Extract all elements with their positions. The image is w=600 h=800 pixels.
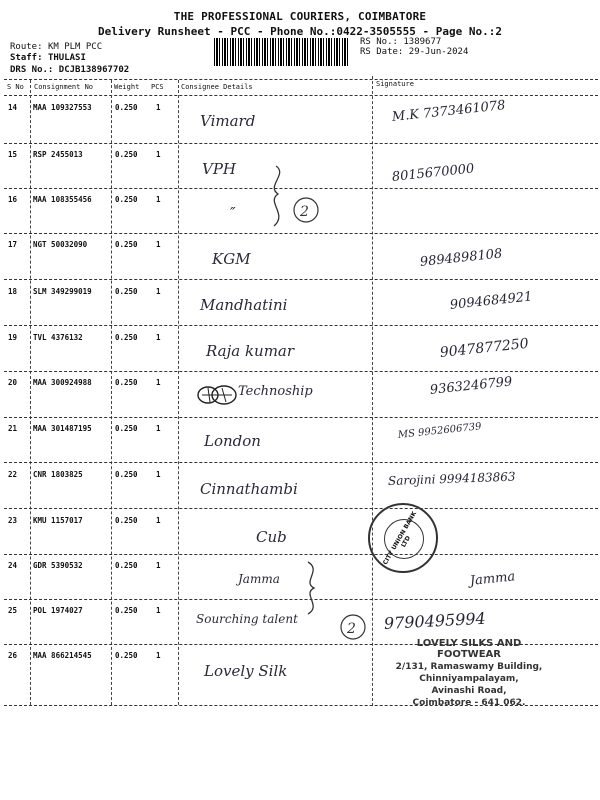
- row-consignee: VPH: [202, 160, 237, 178]
- row-consignee: Mandhatini: [200, 296, 288, 314]
- rs-no-value: 1389677: [403, 37, 442, 47]
- col-sno: S No: [7, 83, 24, 91]
- stamp-text: CITY UNION BANK LTD: [381, 510, 419, 567]
- row-pcs: 1: [156, 333, 161, 342]
- drs-label: DRS No.:: [10, 65, 54, 75]
- row-sno: 21: [8, 424, 18, 433]
- row-consignment: MAA 301487195: [33, 424, 92, 433]
- row-consignment: POL 1974027: [33, 606, 83, 615]
- staff-value: THULASI: [47, 53, 86, 63]
- svg-text:2: 2: [300, 204, 309, 220]
- row-rule: [4, 371, 598, 372]
- row-sno: 20: [8, 378, 18, 387]
- divider-sno: [30, 80, 31, 705]
- row-pcs: 1: [156, 150, 161, 159]
- row-weight: 0.250: [115, 150, 138, 159]
- barcode: [214, 38, 350, 66]
- row-consignee: Lovely Silk: [204, 662, 288, 680]
- row-pcs: 1: [156, 606, 161, 615]
- runsheet-title: THE PROFESSIONAL COURIERS, COIMBATORE: [173, 10, 427, 23]
- row-consignment: MAA 109327553: [33, 103, 92, 112]
- row-rule: [4, 462, 598, 463]
- row-weight: 0.250: [115, 378, 138, 387]
- row-consignment: KMU 1157017: [33, 516, 83, 525]
- row-consignee: Vimard: [200, 112, 256, 130]
- header-bottom-rule: [4, 95, 598, 96]
- row-consignment: CNR 1803825: [33, 470, 83, 479]
- runsheet-subtitle: Delivery Runsheet - PCC - Phone No.:0422-3505555 - Page No.:2: [98, 25, 502, 38]
- row-sno: 14: [8, 103, 18, 112]
- stamp-line-3: Chinniyampalayam,: [419, 674, 519, 684]
- row-sno: 24: [8, 561, 18, 570]
- row-pcs: 1: [156, 424, 161, 433]
- row-rule: [4, 508, 598, 509]
- row-consignee: Technoship: [238, 384, 313, 399]
- row-signature: 9894898108: [419, 246, 504, 270]
- svg-text:2: 2: [347, 621, 356, 637]
- col-consignment: Consignment No: [34, 83, 94, 91]
- row-pcs: 1: [156, 651, 161, 660]
- row-weight: 0.250: [115, 333, 138, 342]
- row-consignee: ″: [230, 204, 236, 222]
- route-value: KM PLM PCC: [47, 42, 103, 52]
- row-signature: 8015670000: [391, 161, 476, 185]
- row-pcs: 1: [156, 287, 161, 296]
- row-sno: 15: [8, 150, 18, 159]
- row-sno: 22: [8, 470, 18, 479]
- row-consignment: MAA 866214545: [33, 651, 92, 660]
- stamp-line-5: Coimbatore - 641 062.: [412, 698, 526, 708]
- brace-mark: [300, 558, 330, 618]
- rs-date-line: [360, 47, 468, 57]
- row-signature: MS 9952606739: [397, 421, 483, 441]
- bank-round-stamp: [368, 503, 438, 573]
- row-sno: 16: [8, 195, 18, 204]
- row-pcs: 1: [156, 195, 161, 204]
- row-rule: [4, 705, 598, 706]
- row-consignment: RSP 2455013: [33, 150, 83, 159]
- row-signature: Jamma: [469, 569, 516, 589]
- row-weight: 0.250: [115, 470, 138, 479]
- row-pcs: 1: [156, 103, 161, 112]
- circled-number-mark: [336, 612, 370, 642]
- row-signature: 9790495994: [383, 608, 487, 633]
- divider-consignment: [111, 80, 112, 705]
- row-consignee: London: [204, 432, 261, 450]
- rs-date-label: RS Date:: [360, 47, 404, 57]
- rs-no-line: [360, 37, 441, 47]
- stamp-line-2: 2/131, Ramaswamy Building,: [395, 662, 543, 672]
- row-signature: 9047877250: [439, 335, 530, 361]
- row-consignee: Jamma: [238, 572, 280, 586]
- brace-mark: [262, 160, 332, 230]
- row-weight: 0.250: [115, 287, 138, 296]
- company-logo-scribble: [196, 384, 240, 406]
- row-rule: [4, 279, 598, 280]
- row-consignment: MAA 108355456: [33, 195, 92, 204]
- drs-line: [10, 65, 129, 75]
- row-consignee: Sourching talent: [196, 612, 298, 626]
- stamp-line-4: Avinashi Road,: [431, 686, 507, 696]
- row-consignee: Raja kumar: [206, 342, 295, 360]
- row-sno: 23: [8, 516, 18, 525]
- row-pcs: 1: [156, 516, 161, 525]
- row-weight: 0.250: [115, 651, 138, 660]
- row-consignee: Cinnathambi: [200, 480, 298, 498]
- row-pcs: 1: [156, 378, 161, 387]
- row-sno: 25: [8, 606, 18, 615]
- row-rule: [4, 143, 598, 144]
- row-pcs: 1: [156, 470, 161, 479]
- staff-line: [10, 53, 86, 63]
- row-consignment: SLM 349299019: [33, 287, 92, 296]
- row-weight: 0.250: [115, 195, 138, 204]
- row-sno: 26: [8, 651, 18, 660]
- row-consignee: Cub: [256, 528, 287, 546]
- col-signature: Signature: [376, 80, 414, 88]
- row-weight: 0.250: [115, 561, 138, 570]
- row-rule: [4, 325, 598, 326]
- row-weight: 0.250: [115, 516, 138, 525]
- row-signature: Sarojini 9994183863: [387, 469, 516, 488]
- row-signature: 9363246799: [429, 374, 514, 398]
- row-signature: M.K 7373461078: [391, 98, 507, 125]
- row-sno: 18: [8, 287, 18, 296]
- divider-consignee: [372, 76, 373, 706]
- col-pcs: PCS: [151, 83, 164, 91]
- divider-pcs: [178, 80, 179, 705]
- route-line: [10, 42, 102, 52]
- row-consignment: NGT 50032090: [33, 240, 88, 249]
- row-weight: 0.250: [115, 103, 138, 112]
- row-rule: [4, 554, 598, 555]
- rs-no-label: RS No.:: [360, 37, 398, 47]
- row-rule: [4, 233, 598, 234]
- row-signature: 9094684921: [449, 289, 534, 313]
- shop-rubber-stamp: [384, 638, 554, 708]
- row-consignment: TVL 4376132: [33, 333, 83, 342]
- drs-value: DCJB138967702: [58, 65, 130, 75]
- row-sno: 17: [8, 240, 18, 249]
- row-weight: 0.250: [115, 240, 138, 249]
- row-pcs: 1: [156, 561, 161, 570]
- row-consignee: KGM: [212, 250, 251, 268]
- header-top-rule: [4, 79, 598, 80]
- row-rule: [4, 599, 598, 600]
- row-consignment: GDR 5390532: [33, 561, 83, 570]
- col-weight: Weight: [114, 83, 140, 91]
- row-weight: 0.250: [115, 424, 138, 433]
- route-label: Route:: [10, 42, 43, 52]
- staff-label: Staff:: [10, 53, 43, 63]
- stamp-line-1: LOVELY SILKS AND FOOTWEAR: [416, 638, 522, 660]
- row-sno: 19: [8, 333, 18, 342]
- col-consignee: Consignee Details: [181, 83, 253, 91]
- row-pcs: 1: [156, 240, 161, 249]
- rs-date-value: 29-Jun-2024: [408, 47, 469, 57]
- row-rule: [4, 417, 598, 418]
- row-weight: 0.250: [115, 606, 138, 615]
- row-consignment: MAA 300924988: [33, 378, 92, 387]
